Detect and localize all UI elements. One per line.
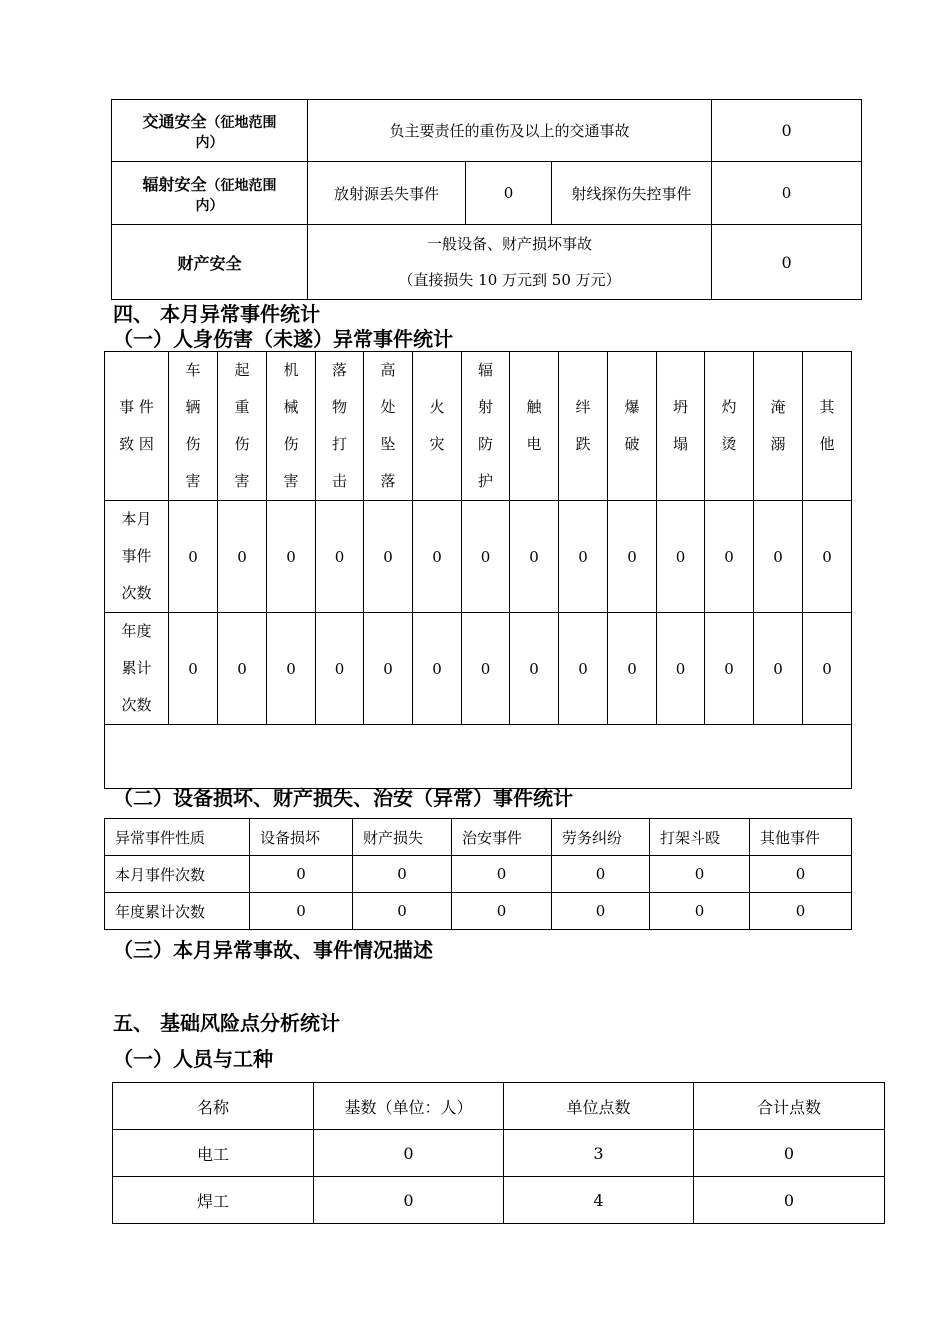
staff-header-cell: 单位点数	[504, 1083, 694, 1130]
section4-sub2: （二）设备损坏、财产损失、治安（异常）事件统计	[113, 786, 573, 810]
injury-count-cell: 0	[364, 613, 413, 725]
equipment-count-cell: 0	[452, 856, 552, 893]
injury-cause-header	[705, 352, 754, 501]
radiation-value2: 0	[712, 162, 862, 225]
header-char: 辆	[185, 398, 201, 416]
injury-cause-header	[169, 352, 218, 501]
section4-sub1: （一）人身伤害（未遂）异常事件统计	[113, 327, 453, 351]
header-char: 辐	[477, 361, 493, 379]
traffic-safety-label-cell	[112, 100, 308, 162]
staff-value-cell: 0	[694, 1130, 885, 1177]
staff-header-cell: 合计点数	[694, 1083, 885, 1130]
injury-count-cell: 0	[705, 501, 754, 613]
header-label-line: 致 因	[119, 435, 154, 453]
staff-header-row	[113, 1083, 885, 1130]
table-row	[112, 162, 862, 225]
row-label-line: 本月	[121, 510, 152, 528]
header-char: 跌	[575, 435, 591, 453]
property-safety-desc-cell	[308, 225, 712, 300]
equipment-count-cell: 0	[552, 856, 650, 893]
radiation-value1: 0	[466, 162, 552, 225]
traffic-safety-value: 0	[712, 100, 862, 162]
table-row	[105, 856, 852, 893]
radiation-safety-label-cell	[112, 162, 308, 225]
row-label-line: 事件	[121, 547, 152, 565]
header-char: 其	[819, 398, 835, 416]
injury-cause-header	[559, 352, 608, 501]
header-char: 落	[380, 472, 396, 490]
header-char: 灾	[429, 435, 445, 453]
radiation-safety-note: （征地范围	[206, 177, 277, 194]
injury-header-row	[105, 352, 852, 501]
equipment-row-label: 本月事件次数	[105, 856, 250, 893]
header-char: 淹	[770, 398, 786, 416]
staff-header-cell: 基数（单位：人）	[314, 1083, 504, 1130]
injury-blank-row	[105, 725, 852, 789]
staff-header-cell: 名称	[113, 1083, 314, 1130]
injury-count-cell: 0	[657, 613, 705, 725]
header-label-line: 事 件	[119, 398, 154, 416]
equipment-header-row	[105, 819, 852, 856]
injury-count-cell: 0	[267, 501, 316, 613]
equipment-header-cell: 财产损失	[353, 819, 452, 856]
staff-type-cell: 电工	[113, 1130, 314, 1177]
row-label-line: 次数	[121, 696, 152, 714]
staff-value-cell: 3	[504, 1130, 694, 1177]
injury-count-cell: 0	[316, 501, 364, 613]
injury-count-cell: 0	[218, 613, 267, 725]
equipment-count-cell: 0	[552, 893, 650, 930]
header-char: 害	[234, 472, 250, 490]
traffic-safety-note2: 内）	[195, 135, 224, 151]
injury-cause-header	[218, 352, 267, 501]
row-label-line: 累计	[121, 659, 152, 677]
header-char: 爆	[624, 398, 640, 416]
header-char: 灼	[721, 398, 737, 416]
injury-count-cell: 0	[608, 501, 657, 613]
injury-count-cell: 0	[218, 501, 267, 613]
table-row	[112, 225, 862, 300]
injury-count-cell: 0	[657, 501, 705, 613]
equipment-row-label: 年度累计次数	[105, 893, 250, 930]
table-row	[113, 1177, 885, 1224]
equipment-header-cell: 治安事件	[452, 819, 552, 856]
header-char: 伤	[185, 435, 201, 453]
header-char: 高	[380, 361, 396, 379]
equipment-count-cell: 0	[250, 893, 353, 930]
staff-table	[112, 1082, 885, 1224]
equipment-header-cell: 打架斗殴	[650, 819, 750, 856]
row-label-line: 次数	[121, 584, 152, 602]
injury-cause-header	[608, 352, 657, 501]
header-char: 车	[185, 361, 201, 379]
radiation-safety-note2: 内）	[195, 197, 224, 214]
header-char: 落	[331, 361, 347, 379]
section4-sub3: （三）本月异常事故、事件情况描述	[113, 938, 433, 962]
header-char: 坍	[672, 398, 688, 416]
injury-cause-header	[803, 352, 852, 501]
injury-count-cell: 0	[169, 613, 218, 725]
injury-count-cell: 0	[705, 613, 754, 725]
injury-count-cell: 0	[510, 501, 559, 613]
row-label-line: 年度	[121, 622, 152, 640]
blank-cell	[105, 725, 852, 789]
injury-cause-header	[413, 352, 462, 501]
injury-count-cell: 0	[803, 501, 852, 613]
equipment-header-cell: 异常事件性质	[105, 819, 250, 856]
staff-value-cell: 4	[504, 1177, 694, 1224]
injury-row-monthly	[105, 501, 852, 613]
header-char: 起	[234, 361, 250, 379]
header-char: 火	[429, 398, 445, 416]
header-char: 电	[526, 435, 542, 453]
injury-cause-header	[267, 352, 316, 501]
header-char: 他	[819, 435, 835, 453]
injury-cause-header	[316, 352, 364, 501]
injury-count-cell: 0	[413, 613, 462, 725]
injury-count-cell: 0	[413, 501, 462, 613]
header-char: 触	[526, 398, 542, 416]
staff-value-cell: 0	[314, 1130, 504, 1177]
header-char: 绊	[575, 398, 591, 416]
header-char: 溺	[770, 435, 786, 453]
injury-count-cell: 0	[608, 613, 657, 725]
header-char: 伤	[234, 435, 250, 453]
traffic-safety-desc: 负主要责任的重伤及以上的交通事故	[308, 100, 712, 162]
header-char: 破	[624, 435, 640, 453]
injury-count-cell: 0	[559, 613, 608, 725]
injury-count-cell: 0	[754, 613, 803, 725]
equipment-count-cell: 0	[250, 856, 353, 893]
table-row	[112, 100, 862, 162]
safety-table	[111, 99, 862, 300]
injury-cause-header	[657, 352, 705, 501]
table-row	[105, 893, 852, 930]
section5-title: 五、 基础风险点分析统计	[113, 1011, 340, 1035]
injury-row-label	[105, 501, 169, 613]
staff-value-cell: 0	[694, 1177, 885, 1224]
header-char: 塌	[672, 435, 688, 453]
header-char: 打	[331, 435, 347, 453]
property-safety-desc2: （直接损失 10 万元到 50 万元）	[398, 271, 621, 289]
table-row	[113, 1130, 885, 1177]
header-char: 防	[477, 435, 493, 453]
injury-count-cell: 0	[803, 613, 852, 725]
property-safety-label: 财产安全	[112, 225, 308, 300]
injury-header-label	[105, 352, 169, 501]
injury-cause-header	[364, 352, 413, 501]
staff-type-cell: 焊工	[113, 1177, 314, 1224]
header-char: 机	[283, 361, 299, 379]
radiation-item1: 放射源丢失事件	[308, 162, 466, 225]
header-char: 护	[477, 472, 493, 490]
property-safety-desc1: 一般设备、财产损坏事故	[427, 235, 593, 253]
equipment-header-cell: 设备损坏	[250, 819, 353, 856]
header-char: 击	[331, 472, 347, 490]
injury-count-cell: 0	[754, 501, 803, 613]
header-char: 烫	[721, 435, 737, 453]
header-char: 伤	[283, 435, 299, 453]
equipment-header-cell: 劳务纠纷	[552, 819, 650, 856]
injury-row-yearly	[105, 613, 852, 725]
section5-sub1: （一）人员与工种	[113, 1047, 273, 1071]
equipment-table	[104, 818, 852, 930]
header-char: 械	[283, 398, 299, 416]
header-char: 射	[477, 398, 493, 416]
injury-count-cell: 0	[559, 501, 608, 613]
injury-cause-header	[510, 352, 559, 501]
property-safety-value: 0	[712, 225, 862, 300]
injury-cause-header	[754, 352, 803, 501]
injury-count-cell: 0	[510, 613, 559, 725]
equipment-count-cell: 0	[650, 856, 750, 893]
traffic-safety-label: 交通安全	[142, 112, 207, 131]
equipment-count-cell: 0	[650, 893, 750, 930]
header-char: 处	[380, 398, 396, 416]
header-char: 物	[331, 398, 347, 416]
injury-count-cell: 0	[316, 613, 364, 725]
injury-row-label	[105, 613, 169, 725]
header-char: 重	[234, 398, 250, 416]
equipment-count-cell: 0	[452, 893, 552, 930]
injury-count-cell: 0	[267, 613, 316, 725]
section4-title: 四、 本月异常事件统计	[113, 302, 320, 326]
injury-count-cell: 0	[462, 613, 510, 725]
injury-count-cell: 0	[364, 501, 413, 613]
header-char: 害	[283, 472, 299, 490]
staff-value-cell: 0	[314, 1177, 504, 1224]
traffic-safety-note: （征地范围	[206, 115, 277, 131]
injury-count-cell: 0	[169, 501, 218, 613]
radiation-safety-label: 辐射安全	[142, 174, 207, 194]
header-char: 害	[185, 472, 201, 490]
equipment-header-cell: 其他事件	[750, 819, 852, 856]
equipment-count-cell: 0	[750, 856, 852, 893]
equipment-count-cell: 0	[353, 893, 452, 930]
injury-count-cell: 0	[462, 501, 510, 613]
equipment-count-cell: 0	[750, 893, 852, 930]
equipment-count-cell: 0	[353, 856, 452, 893]
injury-table	[104, 351, 852, 789]
radiation-item2: 射线探伤失控事件	[552, 162, 712, 225]
injury-cause-header	[462, 352, 510, 501]
header-char: 坠	[380, 435, 396, 453]
